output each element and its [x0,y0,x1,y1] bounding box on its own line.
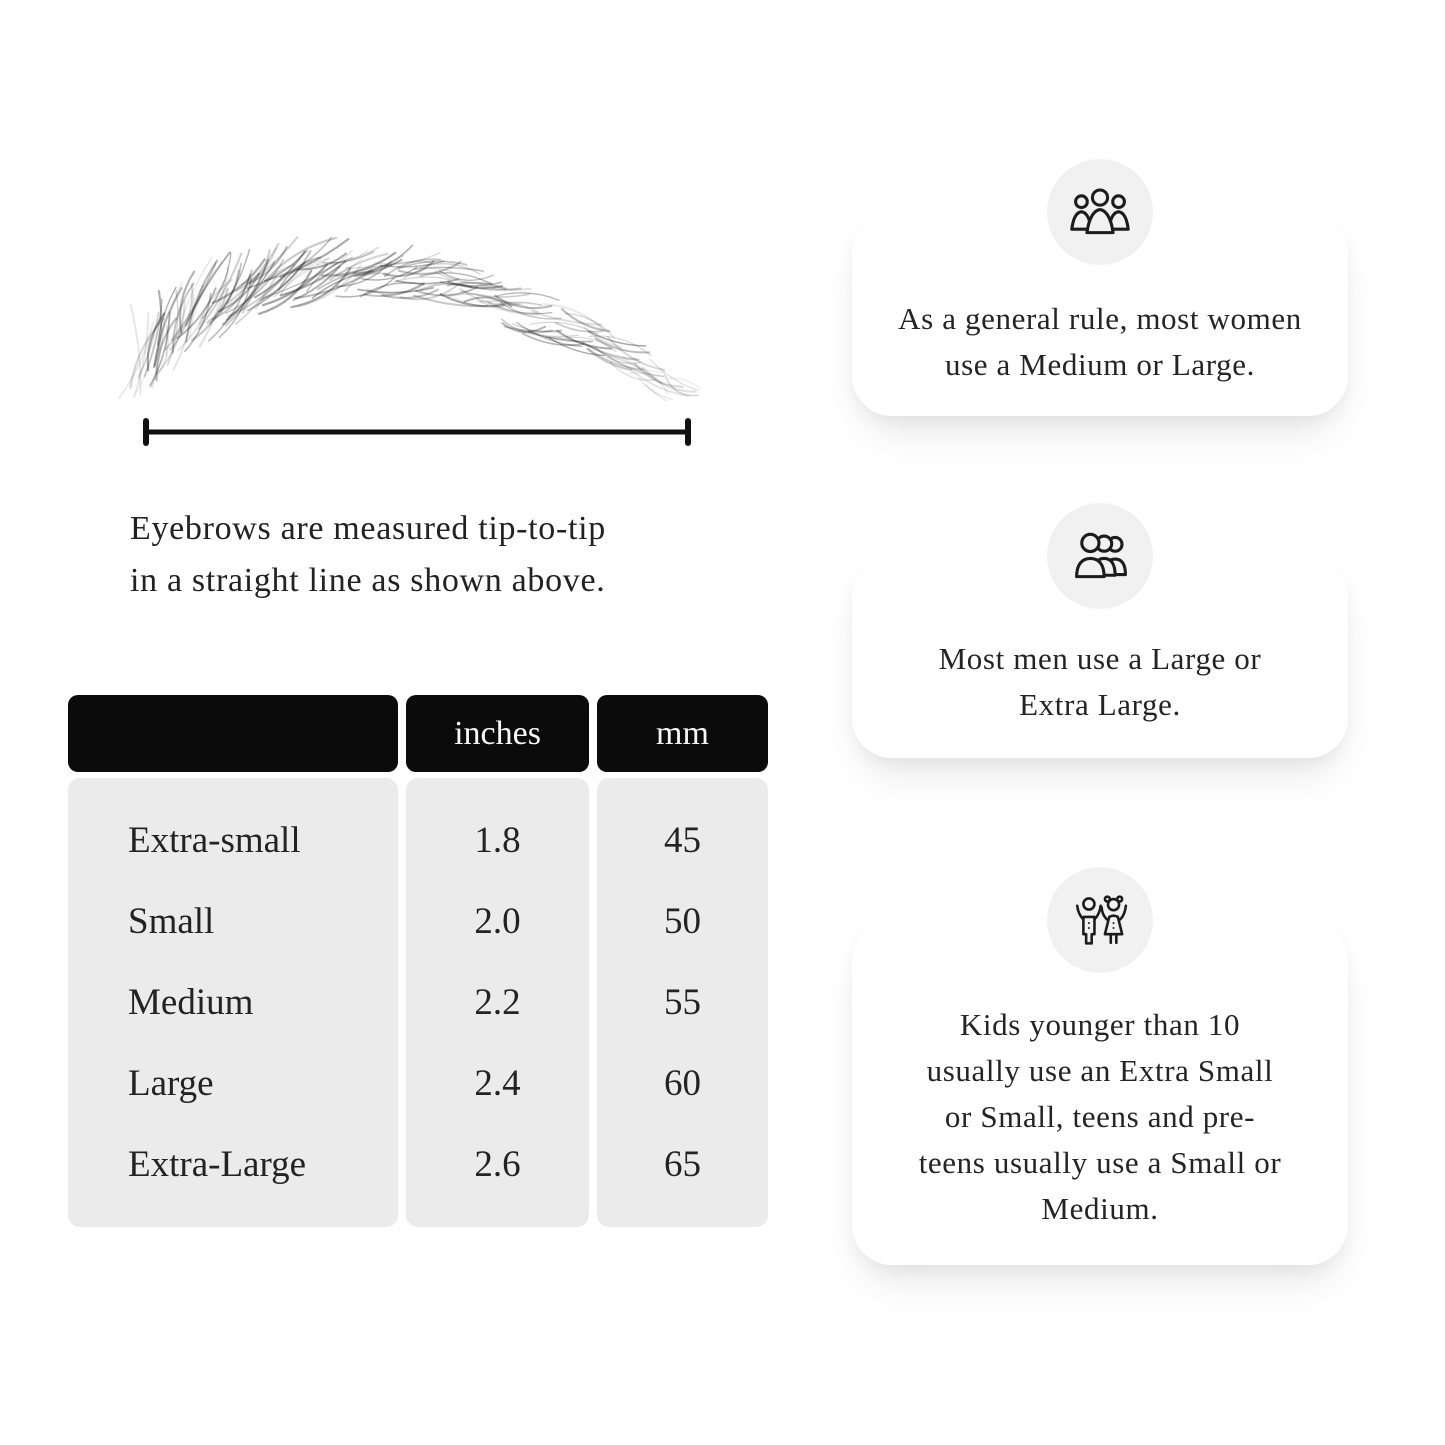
inches-value: 2.6 [474,1144,521,1185]
size-label: Medium [128,982,254,1023]
inches-value: 1.8 [474,820,521,861]
size-label: Extra-small [128,820,301,861]
figure-caption-line1: Eyebrows are measured tip-to-tip [130,510,606,547]
mm-value: 45 [664,820,701,861]
icon-badge [1047,159,1153,265]
mm-column [597,778,768,1227]
header-cell-mm: mm [597,695,768,772]
inches-value: 2.4 [474,1063,521,1104]
size-table-body [68,778,768,1227]
size-table [68,695,768,1227]
size-table-header [68,695,768,772]
inches-column [406,778,589,1227]
info-card-women [852,212,1348,416]
mm-value: 50 [664,901,701,942]
men-group-icon [1067,530,1133,582]
header-cell-inches: inches [406,695,589,772]
card-text: Kids younger than 10 usually use an Extra Small or Small, teens and pre-teens usually use a Small or Medium. [918,1007,1282,1226]
children-group-icon [1068,892,1132,948]
card-text: Most men use a Large or Extra Large. [938,641,1262,722]
icon-badge [1047,503,1153,609]
mm-value: 55 [664,982,701,1023]
card-text: As a general rule, most women use a Medium or Large. [898,301,1302,382]
header-cell-size [68,695,398,772]
mm-value: 65 [664,1144,701,1185]
info-card-kids [852,920,1348,1265]
figure-caption-line2: in a straight line as shown above. [130,562,606,599]
inches-value: 2.2 [474,982,521,1023]
size-label-column [68,778,398,1227]
size-label: Large [128,1063,214,1104]
info-card-men [852,556,1348,758]
size-label: Extra-Large [128,1144,307,1185]
icon-badge [1047,867,1153,973]
mm-value: 60 [664,1063,701,1104]
measurement-line [142,418,692,446]
women-group-icon [1067,186,1133,238]
size-label: Small [128,901,215,942]
figure-caption [130,503,606,607]
inches-value: 2.0 [474,901,521,942]
eyebrow-illustration [115,233,700,401]
